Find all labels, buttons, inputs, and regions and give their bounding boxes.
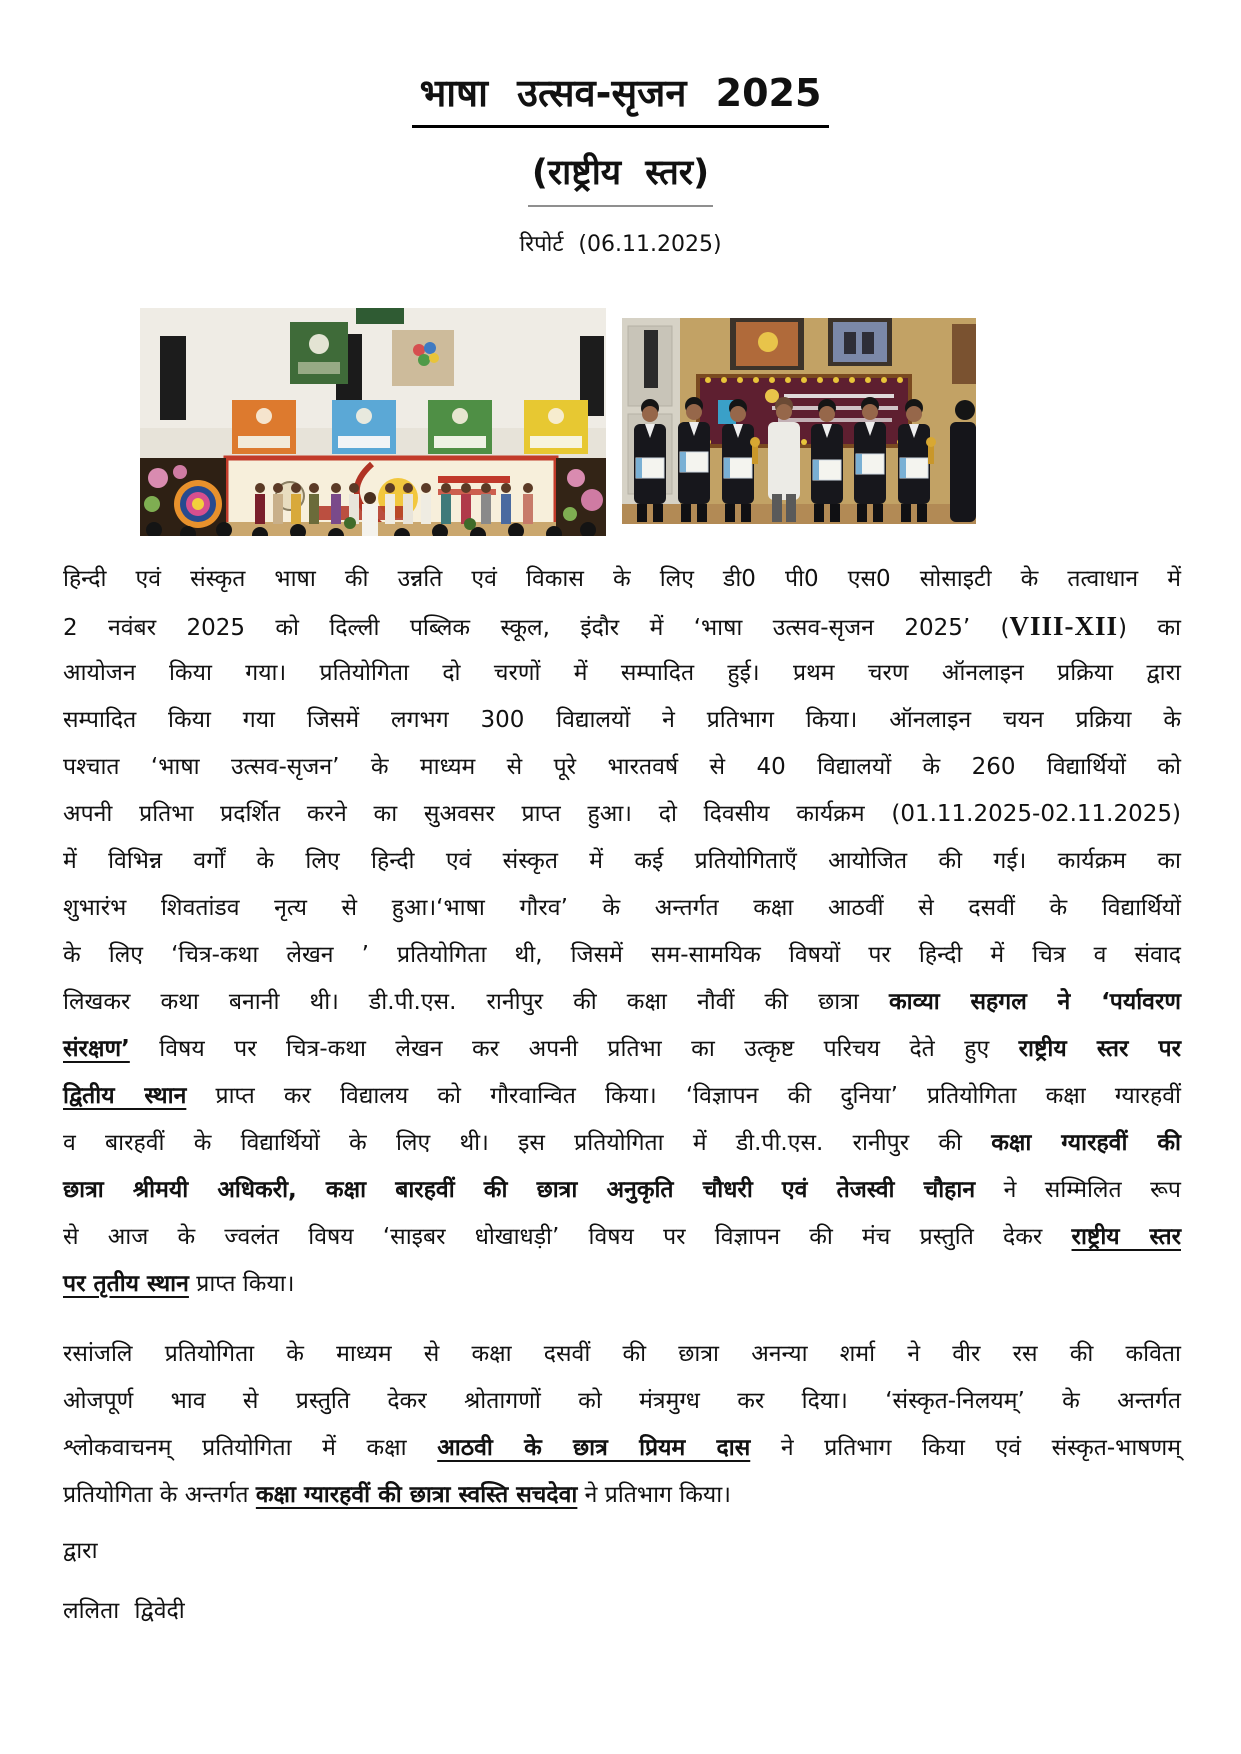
body-line <box>63 838 1181 885</box>
body-text-segment: रसांजलि प्रतियोगिता के माध्यम से कक्षा दसवीं की छात्रा अनन्या शर्मा ने वीर रस की कविता <box>63 1341 1181 1367</box>
body-text-segment: हिन्दी एवं संस्कृत भाषा की उन्नति एवं विकास के लिए डी0 पी0 एस0 सोसाइटी के तत्वाधान में <box>63 566 1181 592</box>
document-subtitle <box>0 148 1241 195</box>
byline: द्वारा <box>63 1538 98 1564</box>
report-date-line: रिपोर्ट (06.11.2025) <box>519 232 722 257</box>
body-line <box>63 1120 1181 1167</box>
document-title <box>0 66 1241 118</box>
highlighted-text: पर तृतीय स्थान <box>63 1271 189 1297</box>
body-text-segment: विषय पर चित्र-कथा लेखन कर अपनी प्रतिभा का उत्कृष्ट परिचय देते हुए <box>129 1036 1019 1062</box>
highlighted-text: VIII-XII <box>1009 611 1119 641</box>
document-subtitle-text: (राष्ट्रीय स्तर) <box>528 153 713 207</box>
highlighted-text: राष्ट्रीय स्तर पर <box>1018 1036 1181 1062</box>
stage-ceremony-photo <box>140 308 606 536</box>
plant <box>464 518 476 530</box>
body-line <box>63 697 1181 744</box>
body-text-segment: पश्चात ‘भाषा उत्सव-सृजन’ के माध्यम से पूरे भारतवर्ष से 40 विद्यालयों के 260 विद्यार्थियों को <box>63 754 1181 780</box>
highlighted-text: छात्रा श्रीमयी अधिकरी, कक्षा बारहवीं की छात्रा अनुकृति चौधरी एवं तेजस्वी चौहान <box>63 1177 976 1203</box>
body-line <box>63 1472 1181 1519</box>
highlighted-text: द्वितीय स्थान <box>63 1083 187 1109</box>
body-text-segment: के लिए ‘चित्र-कथा लेखन ’ प्रतियोगिता थी, जिसमें सम-सामयिक विषयों पर हिन्दी में चित्र व संवाद <box>63 942 1181 968</box>
body-text-segment: श्लोकवाचनम् प्रतियोगिता में कक्षा <box>63 1435 438 1461</box>
body-text-segment: सम्पादित किया गया जिसमें लगभग 300 विद्यालयों ने प्रतिभाग किया। ऑनलाइन चयन प्रक्रिया के <box>63 707 1181 733</box>
award-winners-group-photo <box>622 318 976 524</box>
body-text-segment: ने प्रतिभाग किया। <box>577 1482 731 1508</box>
body-text-segment: ) का <box>1118 615 1182 641</box>
body-line <box>63 556 1181 603</box>
body-text-segment: प्रतियोगिता के अन्तर्गत <box>63 1482 256 1508</box>
author-name: ललिता द्विवेदी <box>63 1598 185 1624</box>
highlighted-text: राष्ट्रीय स्तर <box>1071 1224 1181 1250</box>
body-text-segment: शुभारंभ शिवतांडव नृत्य से हुआ।‘भाषा गौरव’ के अन्तर्गत कक्षा आठवीं से दसवीं के विद्यार्थियों <box>63 895 1181 921</box>
paragraph-1 <box>63 556 1181 1308</box>
body-text-segment: आयोजन किया गया। प्रतियोगिता दो चरणों में सम्पादित हुई। प्रथम चरण ऑनलाइन प्रक्रिया द्वारा <box>63 660 1181 686</box>
body-line <box>63 1425 1181 1472</box>
body-line <box>63 1331 1181 1378</box>
body-line <box>63 744 1181 791</box>
highlighted-text: आठवी के छात्र प्रियम दास <box>437 1435 751 1461</box>
report-body <box>63 556 1181 1519</box>
body-text-segment: प्राप्त कर विद्यालय को गौरवान्वित किया। ‘विज्ञापन की दुनिया’ प्रतियोगिता कक्षा ग्यारहवीं <box>186 1083 1181 1109</box>
body-line <box>63 791 1181 838</box>
body-line <box>63 979 1181 1026</box>
paragraph-2 <box>63 1331 1181 1519</box>
highlighted-text: संरक्षण’ <box>63 1036 130 1062</box>
body-text-segment: में विभिन्न वर्गों के लिए हिन्दी एवं संस्कृत में कई प्रतियोगिताएँ आयोजित की गई। कार्यक्रम का <box>63 848 1181 874</box>
body-line <box>63 1167 1181 1214</box>
body-text-segment: ने प्रतिभाग किया एवं संस्कृत-भाषणम् <box>750 1435 1181 1461</box>
highlighted-text: कक्षा ग्यारहवीं की छात्रा स्वस्ति सचदेवा <box>255 1482 578 1508</box>
body-text-segment: अपनी प्रतिभा प्रदर्शित करने का सुअवसर प्राप्त हुआ। दो दिवसीय कार्यक्रम (01.11.2025-02.11.2025) <box>63 801 1181 827</box>
body-line <box>63 1214 1181 1261</box>
body-text-segment: ओजपूर्ण भाव से प्रस्तुति देकर श्रोतागणों को मंत्रमुग्ध कर दिया। ‘संस्कृत-निलयम्’ के अन्तर्गत <box>63 1388 1181 1414</box>
body-line <box>63 932 1181 979</box>
body-line <box>63 1073 1181 1120</box>
highlighted-text: काव्या सहगल ने ‘पर्यावरण <box>888 989 1181 1015</box>
body-text-segment: लिखकर कथा बनानी थी। डी.पी.एस. रानीपुर की कक्षा नौवीं की छात्रा <box>63 989 889 1015</box>
body-text-segment: से आज के ज्वलंत विषय ‘साइबर धोखाधड़ी’ विषय पर विज्ञापन की मंच प्रस्तुति देकर <box>63 1224 1072 1250</box>
body-line <box>63 885 1181 932</box>
body-text-segment: ने सम्मिलित रूप <box>975 1177 1182 1203</box>
stage-floor <box>226 522 556 536</box>
body-text-segment: प्राप्त किया। <box>188 1271 295 1297</box>
wooden-panel <box>952 324 976 384</box>
body-line <box>63 1378 1181 1425</box>
highlighted-text: कक्षा ग्यारहवीं की <box>991 1130 1181 1156</box>
body-line <box>63 603 1181 650</box>
body-line <box>63 1026 1181 1073</box>
document-title-text: भाषा उत्सव-सृजन 2025 <box>412 71 830 128</box>
body-line <box>63 1261 1181 1308</box>
plant <box>344 517 356 529</box>
body-text-segment: 2 नवंबर 2025 को दिल्ली पब्लिक स्कूल, इंदौर में ‘भाषा उत्सव-सृजन 2025’ ( <box>63 615 1010 641</box>
body-text-segment: व बारहवीं के विद्यार्थियों के लिए थी। इस प्रतियोगिता में डी.पी.एस. रानीपुर की <box>63 1130 992 1156</box>
body-line <box>63 650 1181 697</box>
photographer-figure <box>362 492 378 536</box>
